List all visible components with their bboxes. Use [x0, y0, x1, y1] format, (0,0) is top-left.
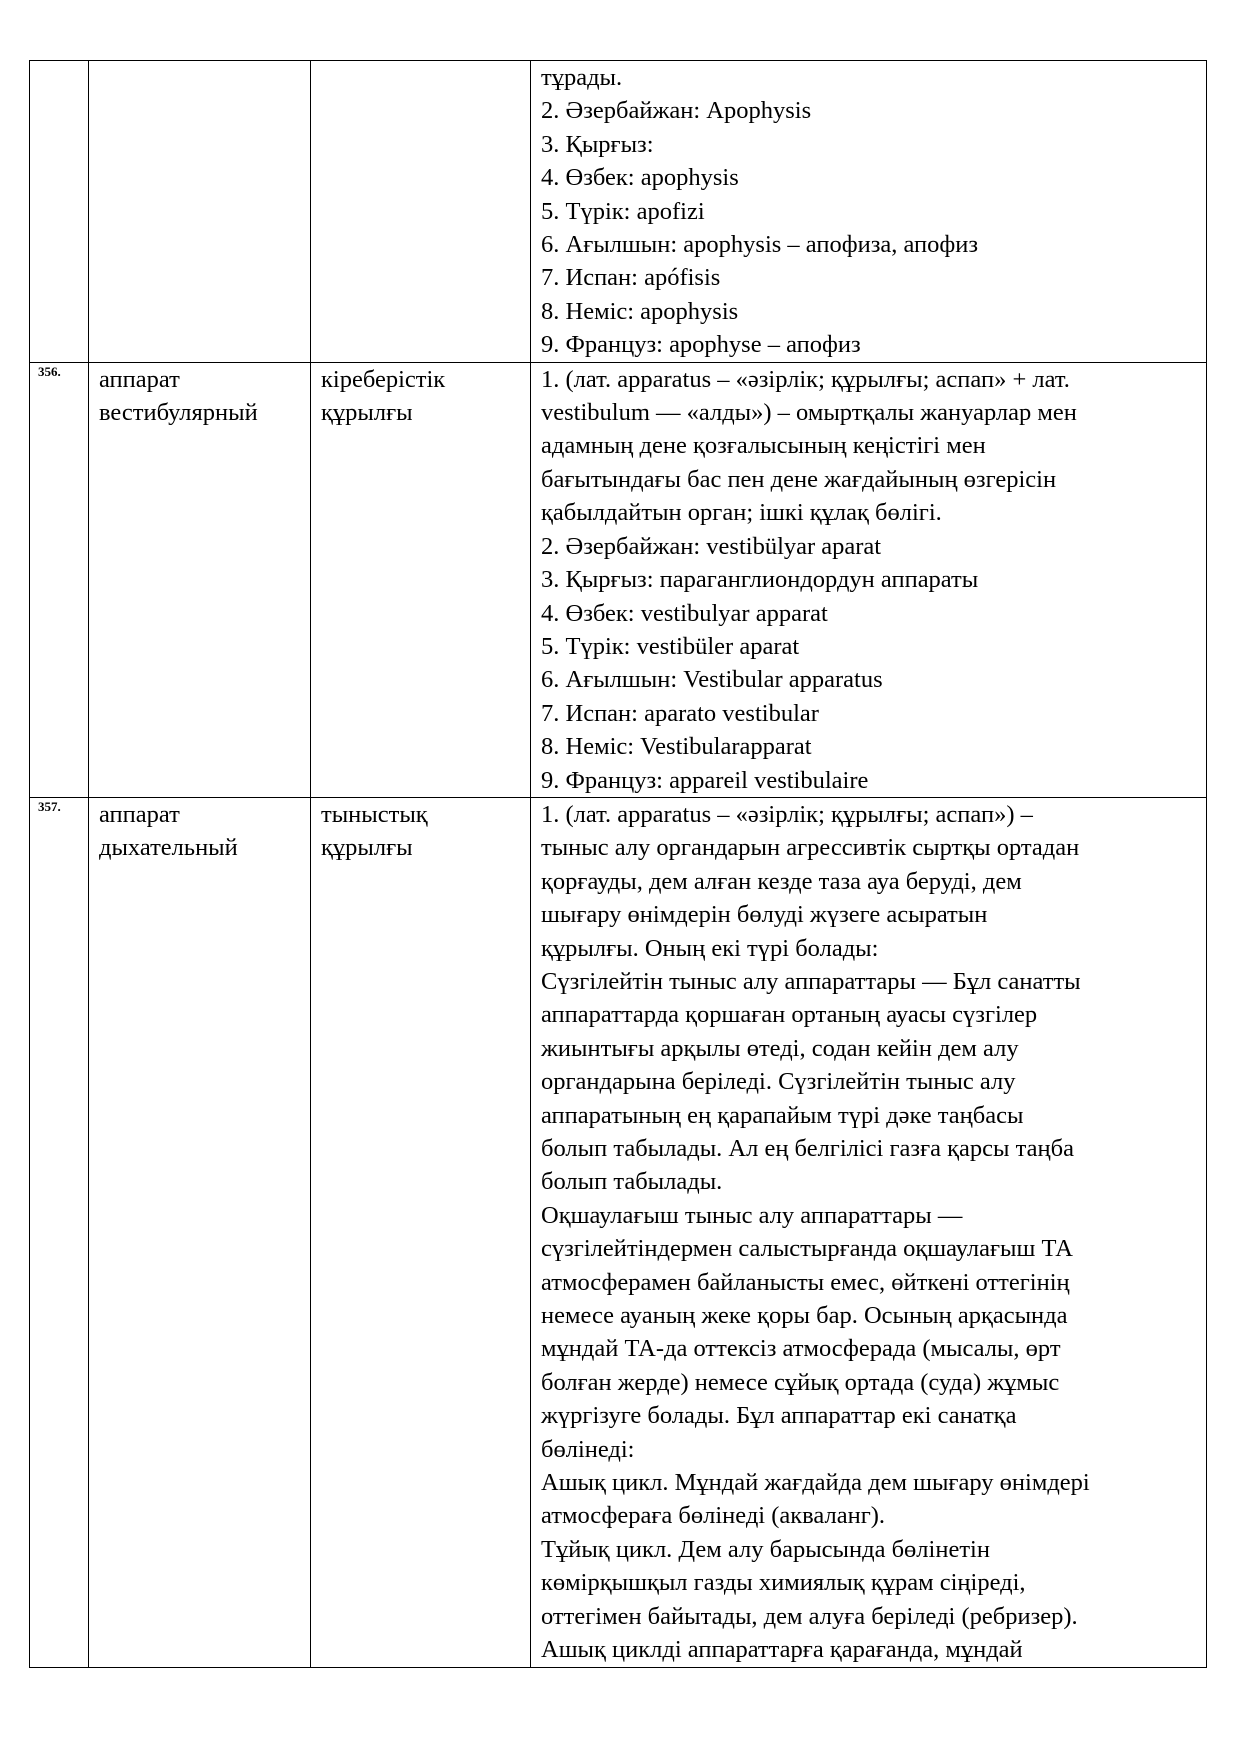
- term-line: тыныстық: [321, 800, 428, 828]
- description-line: мұндай ТА-да оттексіз атмосферада (мысалы, өрт: [541, 1335, 1061, 1363]
- description-line: болып табылады.: [541, 1168, 723, 1196]
- description-line: 5. Түрік: vestibüler aparat: [541, 632, 800, 660]
- description-line: Оқшаулағыш тыныс алу аппараттары —: [541, 1201, 963, 1229]
- description-line: көмірқышқыл газды химиялық құрам сіңіреді,: [541, 1569, 1026, 1597]
- table-row: [30, 61, 1207, 363]
- term-line: вестибулярный: [99, 399, 258, 427]
- term-description: [531, 61, 1207, 363]
- description-line: 9. Француз: apophyse – апофиз: [541, 331, 861, 359]
- table-row: [30, 362, 1207, 797]
- description-line: атмосферамен байланысты емес, өйткені оттегінің: [541, 1268, 1070, 1296]
- description-line: 3. Қырғыз: парaганглиондордун аппараты: [541, 566, 979, 594]
- description-line: 3. Қырғыз:: [541, 130, 654, 158]
- description-line: қабылдайтын орган; ішкі құлақ бөлігі.: [541, 499, 942, 527]
- description-line: жүргізуге болады. Бұл аппараттар екі санатқа: [541, 1402, 1017, 1430]
- term-line: құрылғы: [321, 834, 413, 862]
- description-line: аппаратының ең қарапайым түрі дәке таңбасы: [541, 1101, 1024, 1129]
- description-line: Сүзгілейтін тыныс алу аппараттары — Бұл санатты: [541, 967, 1081, 995]
- description-line: 8. Неміс: apophysis: [541, 297, 739, 325]
- description-line: тұрады.: [541, 64, 623, 91]
- description-line: 9. Француз: appareil vestibulaire: [541, 766, 869, 794]
- description-line: 1. (лат. apparatus – «әзірлік; құрылғы; аспап» + лат.: [541, 365, 1070, 393]
- description-line: бөлінеді:: [541, 1435, 635, 1463]
- description-line: құрылғы. Оның екі түрі болады:: [541, 934, 879, 962]
- kazakh-term: [311, 61, 531, 363]
- description-line: 4. Өзбек: vestibulyar apparat: [541, 599, 828, 627]
- description-line: Ашық циклді аппараттарға қарағанда, мұндай: [541, 1636, 1023, 1664]
- description-line: болып табылады. Ал ең белгілісі газға қарсы таңба: [541, 1135, 1074, 1162]
- description-line: 1. (лат. apparatus – «әзірлік; құрылғы; аспап») –: [541, 800, 1033, 828]
- term-line: аппарат: [99, 800, 180, 828]
- term-description: [531, 797, 1207, 1667]
- description-line: 8. Неміс: Vestibularapparat: [541, 733, 812, 761]
- description-line: 7. Испан: aparato vestibular: [541, 699, 819, 727]
- description-line: 6. Ағылшын: Vestibular apparatus: [541, 666, 883, 694]
- description-line: тыныс алу органдарын агрессивтік сыртқы ортадан: [541, 834, 1080, 862]
- description-line: атмосфераға бөлінеді (акваланг).: [541, 1502, 886, 1530]
- description-line: сүзгілейтіндермен салыстырғанда оқшаулағыш ТА: [541, 1235, 1073, 1263]
- description-line: оттегімен байытады, дем алуға беріледі (ребризер).: [541, 1602, 1078, 1630]
- description-line: 7. Испан: apófisis: [541, 264, 721, 292]
- term-line: кіреберістік: [321, 365, 446, 393]
- table-row: [30, 797, 1207, 1667]
- row-number: 357.: [30, 797, 89, 1667]
- description-line: немесе ауаның жеке қоры бар. Осының арқасында: [541, 1302, 1068, 1330]
- description-line: Тұйық цикл. Дем алу барысында бөлінетін: [541, 1535, 990, 1563]
- description-line: аппараттарда қоршаған ортаның ауасы сүзгілер: [541, 1001, 1038, 1029]
- term-line: аппарат: [99, 365, 180, 393]
- description-line: адамның дене қозғалысының кеңістігі мен: [541, 432, 986, 460]
- description-line: 5. Түрік: apofizi: [541, 197, 705, 225]
- term-line: дыхательный: [99, 834, 238, 862]
- table-body: [30, 61, 1207, 1668]
- russian-term: [89, 797, 311, 1667]
- term-description: [531, 362, 1207, 797]
- description-line: органдарына беріледі. Сүзгілейтін тыныс алу: [541, 1068, 1016, 1096]
- terminology-table: [29, 60, 1207, 1668]
- description-line: бағытындағы бас пен дене жағдайының өзгерісін: [541, 465, 1057, 493]
- description-line: болған жерде) немесе сұйық ортада (суда) жұмыс: [541, 1368, 1060, 1396]
- description-line: 6. Ағылшын: apophysis – апофиза, апофиз: [541, 231, 979, 259]
- row-number: 356.: [30, 362, 89, 797]
- description-line: қорғауды, дем алған кезде таза ауа беруді, дем: [541, 867, 1022, 895]
- description-line: vestibulum — «алды») – омыртқалы жануарлар мен: [541, 399, 1077, 427]
- description-line: 2. Әзербайжан: vestibülyar aparat: [541, 532, 882, 560]
- description-line: жиынтығы арқылы өтеді, содан кейін дем алу: [541, 1034, 1019, 1062]
- description-line: 4. Өзбек: apophysis: [541, 164, 739, 192]
- kazakh-term: [311, 362, 531, 797]
- description-line: шығару өнімдерін бөлуді жүзеге асыратын: [541, 901, 988, 929]
- term-line: құрылғы: [321, 399, 413, 427]
- description-line: Ашық цикл. Мұндай жағдайда дем шығару өнімдері: [541, 1469, 1090, 1497]
- russian-term: [89, 61, 311, 363]
- description-line: 2. Әзербайжан: Apophysis: [541, 97, 812, 125]
- row-number: [30, 61, 89, 363]
- kazakh-term: [311, 797, 531, 1667]
- russian-term: [89, 362, 311, 797]
